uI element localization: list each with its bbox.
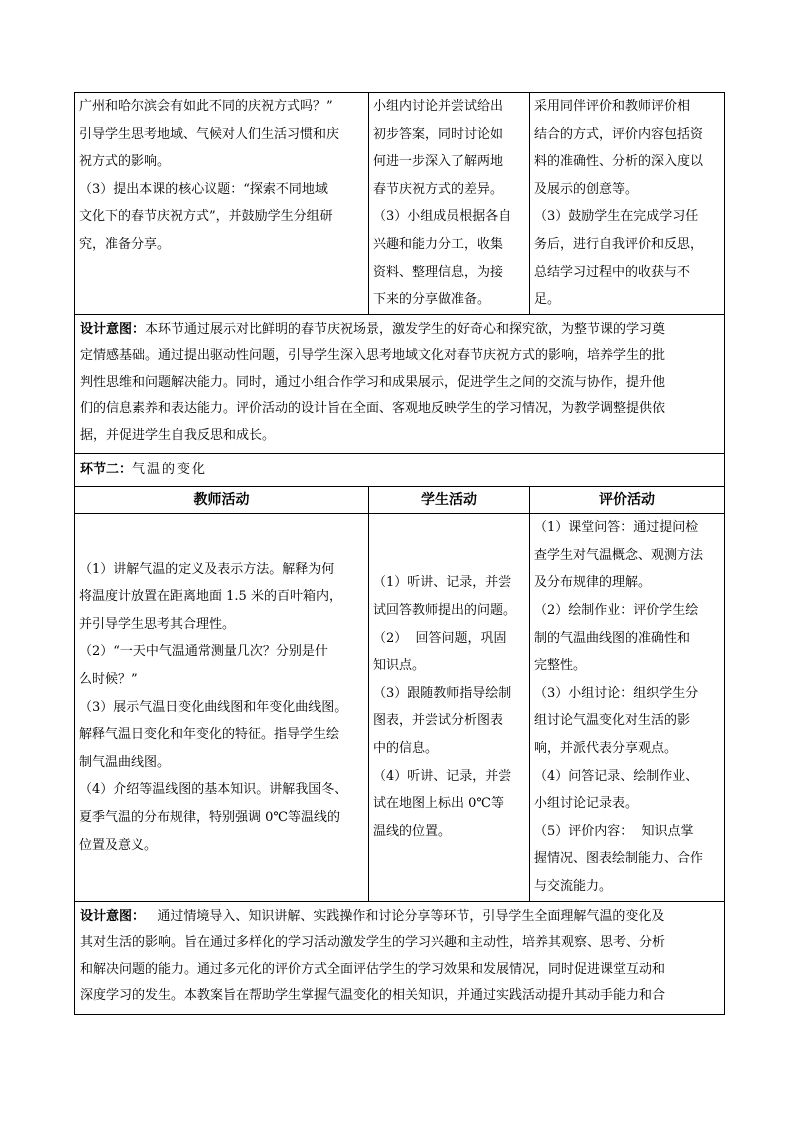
text-line: 小组内讨论并尝试给出 [373,99,504,114]
text-line: 判性思维和问题解决能力。同时，通过小组合作学习和成果展示，促进学生之间的交流与协作，提升他 [80,374,666,390]
text-line: 足。 [534,292,561,308]
text-line: 深度学习的发生。本教案旨在帮助学生掌握气温变化的相关知识，并通过实践活动提升其动手能力和合 [80,988,666,1004]
text-line: （4）问答记录、绘制作业、 [534,768,699,784]
text-line: 总结学习过程中的收获与不 [534,264,691,280]
text-line: 文化下的春节庆祝方式”，并鼓励学生分组研 [79,209,333,225]
text-line: 中的信息。 [373,741,439,756]
text-line: 究，准备分享。 [79,236,171,252]
text-line: 完整性。 [534,658,587,674]
text-line: 并引导学生思考其合理性。 [79,616,236,632]
text-line: （2） 回答问题，巩固 [373,630,507,646]
text-line: （3）提出本课的核心议题：“探索不同地域 [79,181,328,197]
text-line: 结合的方式，评价内容包括资 [534,126,704,142]
text-line: （3）展示气温日变化曲线图和年变化曲线图。 [79,699,348,715]
section-title-row [75,454,725,487]
text-line: 采用同伴评价和教师评价相 [534,99,691,114]
text-line: 及分布规律的理解。 [534,575,652,591]
text-line: 与交流能力。 [534,878,613,894]
evaluation-activity-cell-2 [530,514,725,901]
text-line: （3）小组讨论：组织学生分 [534,685,699,701]
text-line: 据，并促进学生自我反思和成长。 [80,427,276,443]
design-intent-label: 设计意图： [80,321,146,337]
text-line: 试在地图上标出 0℃等 [373,796,504,812]
section-label: 环节二： [80,462,133,478]
text-line: （4）介绍等温线图的基本知识。讲解我国冬、 [79,782,348,798]
text-line: 解释气温日变化和年变化的特征。指导学生绘 [79,727,340,743]
text-line: 制的气温曲线图的准确性和 [534,630,691,646]
text-line: 制气温曲线图。 [79,754,171,770]
design-intent-label: 设计意图： [80,908,146,924]
teacher-activity-cell-2 [75,514,369,901]
section-title-cell [75,454,725,487]
text-line: 料的准确性、分析的深入度以 [534,154,704,170]
text-line: 广州和哈尔滨会有如此不同的庆祝方式吗？” [79,99,333,114]
design-intent-cell-1 [75,314,725,454]
design-intent-row-1 [75,314,725,454]
text-line: 们的信息素养和表达能力。评价活动的设计旨在全面、客观地反映学生的学习情况，为教学调整提供依 [80,401,666,417]
text-line: （2）绘制作业：评价学生绘 [534,603,699,619]
text-span: 通过情境导入、知识讲解、实践操作和讨论分享等环节，引导学生全面理解气温的变化及 [145,908,665,924]
text-line: （1）听讲、记录，并尝 [373,575,512,591]
text-line: 图表，并尝试分析图表 [373,713,504,729]
text-line [80,904,719,931]
text-line: （5）评价内容： 知识点掌 [534,823,694,839]
text-line: 握情况、图表绘制能力、合作 [534,851,704,867]
column-header-row [75,487,725,514]
text-line: 春节庆祝方式的差异。 [373,181,504,197]
student-activity-cell-2 [369,514,530,901]
section-name: 气温的变化 [132,462,208,478]
text-line: （4）听讲、记录，并尝 [373,768,512,784]
text-line: 组讨论气温变化对生活的影 [534,713,691,729]
lesson-plan-table [74,92,725,1015]
text-line: 位置及意义。 [79,837,158,853]
teacher-activity-header: 教师活动 [75,487,369,514]
student-activity-header: 学生活动 [369,487,530,514]
text-line: （3）小组成员根据各自 [373,209,512,225]
text-line: 及展示的创意等。 [534,181,639,197]
text-line: 试回答教师提出的问题。 [373,603,517,619]
text-line: 知识点。 [373,658,426,674]
text-line: 务后，进行自我评价和反思， [534,236,704,252]
text-line: 其对生活的影响。旨在通过多样化的学习活动激发学生的学习兴趣和主动性，培养其观察、思考、分析 [80,935,666,951]
text-line: 将温度计放置在距离地面 1.5 米的百叶箱内， [79,589,342,605]
text-line: 资料、整理信息，为接 [373,264,504,280]
text-line: （1）讲解气温的定义及表示方法。解释为何 [79,561,335,577]
text-line: 和解决问题的能力。通过多元化的评价方式全面评估学生的学习效果和发展情况，同时促进课堂互动和 [80,961,666,977]
text-line: 夏季气温的分布规律，特别强调 0℃等温线的 [79,809,340,825]
design-intent-row-2 [75,901,725,1014]
text-line: 么时候？” [79,672,138,688]
text-line: 引导学生思考地域、气候对人们生活习惯和庆 [79,126,340,142]
evaluation-activity-cell-1 [530,93,725,315]
text-line: 响，并派代表分享观点。 [534,741,678,756]
evaluation-activity-header: 评价活动 [530,487,725,514]
text-line: 定情感基础。通过提出驱动性问题，引导学生深入思考地域文化对春节庆祝方式的影响，培养学生的批 [80,348,666,364]
text-line [80,317,719,344]
text-line: 小组讨论记录表。 [534,796,639,812]
text-line: 兴趣和能力分工，收集 [373,236,504,252]
lesson-plan-page [74,92,724,1015]
text-line: （3）跟随教师指导绘制 [373,685,512,701]
text-line: 下来的分享做准备。 [373,292,491,308]
text-line: 何进一步深入了解两地 [373,154,504,170]
text-line: （2）“一天中气温通常测量几次？分别是什 [79,644,328,660]
text-line: 祝方式的影响。 [79,154,171,170]
text-span: 本环节通过展示对比鲜明的春节庆祝场景，激发学生的好奇心和探究欲，为整节课的学习奠 [145,321,666,337]
activity-row-2 [75,514,725,901]
text-line: 温线的位置。 [373,823,452,839]
text-line: （3）鼓励学生在完成学习任 [534,209,699,225]
text-line: 查学生对气温概念、观测方法 [534,547,704,563]
text-line: （1）课堂问答：通过提问检 [534,520,699,536]
teacher-activity-cell-1 [75,93,369,315]
student-activity-cell-1 [369,93,530,315]
design-intent-cell-2 [75,901,725,1014]
activity-row-1 [75,93,725,315]
text-line: 初步答案，同时讨论如 [373,126,504,142]
